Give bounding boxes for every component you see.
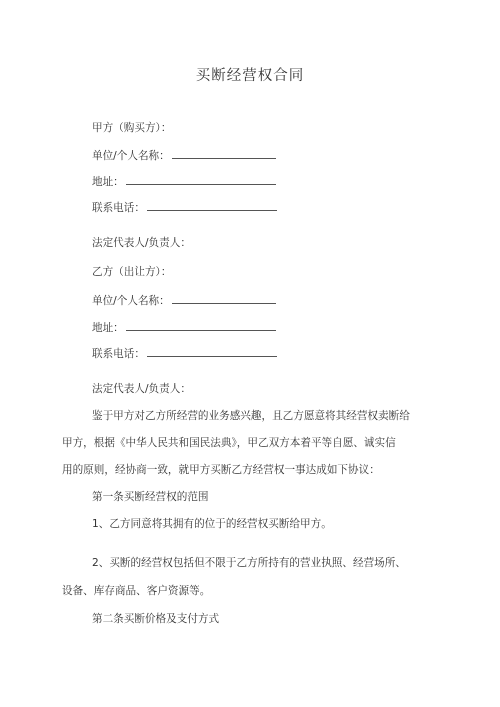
party-b-heading: 乙方（出让方）： [92,266,172,278]
article-1-heading: 第一条买断经营权的范围 [92,491,209,503]
party-b-phone-label: 联系电话： [92,348,145,360]
article-2-heading: 第二条买断价格及支付方式 [92,613,220,625]
party-b-phone-blank [147,345,277,357]
party-a-phone-blank [147,199,277,211]
party-b-phone-row [92,345,277,361]
party-a-address-label: 地址： [92,176,124,188]
preamble-line: 鉴于甲方对乙方所经营的业务感兴趣，且乙方愿意将其经营权卖断给 [92,410,410,422]
party-a-name-row [92,147,276,163]
preamble-line: 甲方，根据《中华人民共和国民法典》，甲乙双方本着平等自愿、诚实信 [62,437,396,449]
preamble-line: 用的原则，经协商一致，就甲方买断乙方经营权一事达成如下协议： [62,464,380,476]
party-a-name-blank [172,147,276,159]
party-a-rep-label: 法定代表人/负责人： [92,237,191,249]
party-b-name-row [92,292,276,308]
party-a-name-label: 单位/个人名称： [92,150,170,162]
party-b-address-label: 地址： [92,322,124,334]
party-a-heading: 甲方（购买方）： [92,122,172,134]
party-b-address-row [92,319,276,335]
party-b-name-label: 单位/个人名称： [92,295,170,307]
party-a-address-row [92,173,276,189]
party-a-phone-row [92,199,277,215]
party-b-address-blank [126,319,276,331]
article-1-clause-2-line: 2、买断的经营权包括但不限于乙方所持有的营业执照、经营场所、 [92,557,406,569]
article-1-clause-1: 1、乙方同意将其拥有的位于的经营权买断给甲方。 [92,518,332,530]
party-a-phone-label: 联系电话： [92,202,145,214]
party-a-address-blank [126,173,276,185]
party-b-name-blank [172,292,276,304]
party-b-rep-label: 法定代表人/负责人： [92,383,191,395]
document-title: 买断经营权合同 [195,68,305,84]
article-1-clause-2-line: 设备、库存商品、客户资源等。 [62,585,211,597]
